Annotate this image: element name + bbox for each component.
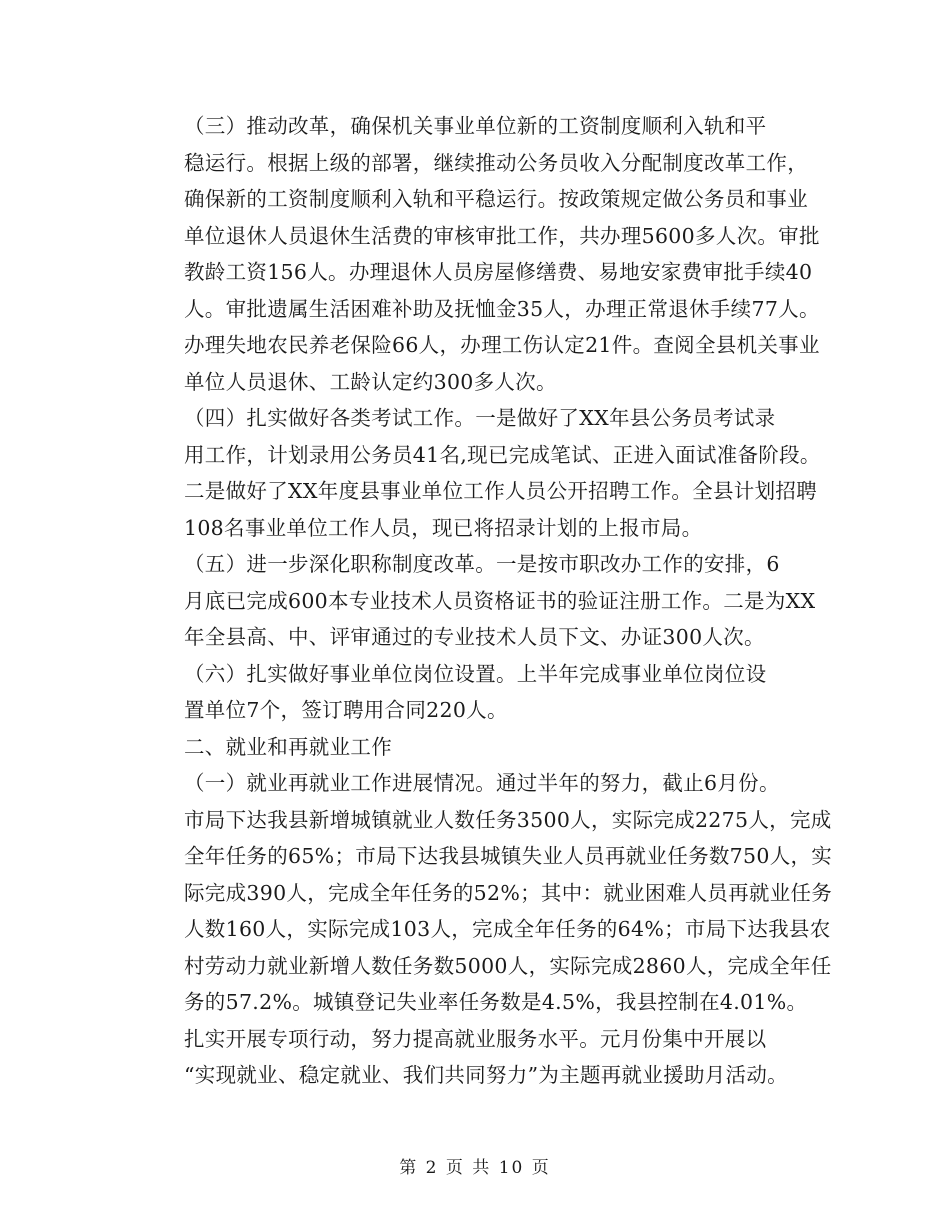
- text-line: 二是做好了XX年度县事业单位工作人员公开招聘工作。全县计划招聘: [184, 479, 817, 503]
- page-footer: 第 2 页 共 10 页: [399, 1158, 551, 1178]
- text-line: 全年任务的65%；市局下达我县城镇失业人员再就业任务数750人，实: [184, 844, 833, 868]
- text-line: （四）扎实做好各类考试工作。一是做好了XX年县公务员考试录: [184, 406, 776, 430]
- paragraph: [143, 1021, 808, 1094]
- text-line: 二、就业和再就业工作: [184, 734, 392, 759]
- text-line: 年全县高、中、评审通过的专业技术人员下文、办证300人次。: [184, 625, 765, 649]
- text-line: 单位人员退休、工龄认定约300多人次。: [184, 369, 557, 394]
- paragraph: [143, 400, 821, 546]
- text-line: （一）就业再就业工作进展情况。通过半年的努力，截止6月份。: [184, 771, 780, 795]
- text-line: 108名事业单位工作人员，现已将招录计划的上报市局。: [184, 515, 703, 540]
- text-line: 扎实开展专项行动，努力提高就业服务水平。元月份集中开展以: [184, 1026, 767, 1051]
- text-line: 办理失地农民养老保险66人，办理工伤认定21件。查阅全县机关事业: [184, 333, 820, 357]
- text-line: 人。审批遗属生活困难补助及抚恤金35人，办理正常退休手续77人。: [184, 296, 820, 321]
- text-line: 人数160人，实际完成103人，完成全年任务的64%；市局下达我县农: [184, 917, 831, 941]
- paragraph: [143, 546, 816, 656]
- text-line: 村劳动力就业新增人数任务数5000人，实际完成2860人，完成全年任: [184, 953, 832, 978]
- text-line: 确保新的工资制度顺利入轨和平稳运行。按政策规定做公务员和事业: [184, 187, 808, 211]
- text-line: （三）推动改革，确保机关事业单位新的工资制度顺利入轨和平: [184, 114, 767, 138]
- text-line: （六）扎实做好事业单位岗位设置。上半年完成事业单位岗位设: [184, 661, 767, 686]
- text-line: 际完成390人，完成全年任务的52%；其中：就业困难人员再就业任务: [184, 880, 833, 905]
- text-line: 市局下达我县新增城镇就业人数任务3500人，实际完成2275人，完成: [184, 807, 832, 832]
- document-body: [143, 108, 833, 1094]
- text-line: （五）进一步深化职称制度改革。一是按市职改办工作的安排，6: [184, 552, 780, 576]
- paragraph: [143, 108, 820, 400]
- text-line: 稳运行。根据上级的部署，继续推动公务员收入分配制度改革工作，: [184, 150, 808, 175]
- text-line: 置单位7个，签订聘用合同220人。: [184, 698, 508, 722]
- text-line: 月底已完成600本专业技术人员资格证书的验证注册工作。二是为XX: [184, 588, 816, 613]
- text-line: 用工作，计划录用公务员41名,现已完成笔试、正进入面试准备阶段。: [184, 442, 821, 467]
- paragraph: [143, 656, 808, 729]
- text-line: 务的57.2%。城镇登记失业率任务数是4.5%，我县控制在4.01%。: [184, 990, 808, 1014]
- paragraph: [143, 729, 808, 766]
- paragraph: [143, 765, 833, 1021]
- text-line: 单位退休人员退休生活费的审核审批工作，共办理5600多人次。审批: [184, 223, 820, 248]
- text-line: “实现就业、稳定就业、我们共同努力”为主题再就业援助月活动。: [184, 1063, 788, 1087]
- text-line: 教龄工资156人。办理退休人员房屋修缮费、易地安家费审批手续40: [184, 260, 813, 284]
